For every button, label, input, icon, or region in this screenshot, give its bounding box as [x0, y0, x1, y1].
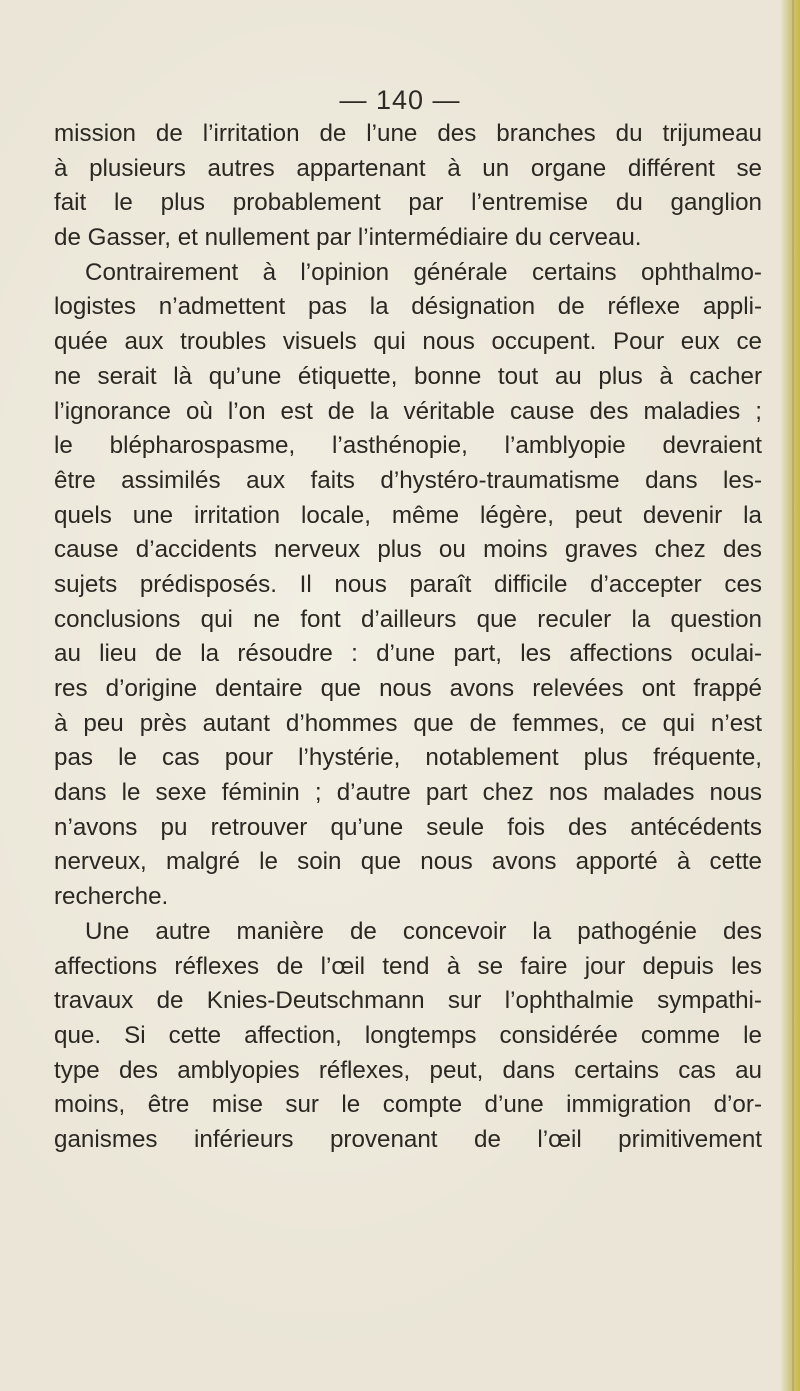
text-line: cause d’accidents nerveux plus ou moins graves chez des — [54, 536, 762, 564]
text-line: nerveux, malgré le soin que nous avons apporté à cette — [54, 848, 762, 876]
text-line: quels une irritation locale, même légère, peut devenir la — [54, 501, 762, 529]
text-line: res d’origine dentaire que nous avons relevées ont frappé — [54, 675, 762, 702]
text-line: moins, être mise sur le compte d’une immigration d’or- — [54, 1091, 762, 1119]
text-line: ganismes inférieurs provenant de l’œil primitivement — [54, 1125, 762, 1153]
page-edge-shadow — [780, 0, 800, 1391]
text-line: pas le cas pour l’hystérie, notablement plus fréquente, — [54, 744, 762, 772]
text-line: logistes n’admettent pas la désignation de réflexe appli- — [54, 293, 762, 321]
text-line: le blépharospasme, l’asthénopie, l’amblyopie devraient — [54, 432, 762, 460]
text-line: sujets prédisposés. Il nous paraît difficile d’accepter ces — [54, 570, 762, 598]
text-line: au lieu de la résoudre : d’une part, les affections oculai- — [54, 640, 762, 668]
text-line: dans le sexe féminin ; d’autre part chez nos malades nous — [54, 779, 762, 807]
text-line: ne serait là qu’une étiquette, bonne tout au plus à cacher — [54, 362, 762, 390]
text-line: à peu près autant d’hommes que de femmes, ce qui n’est — [54, 709, 762, 737]
body-text — [54, 117, 762, 1158]
text-line: n’avons pu retrouver qu’une seule fois des antécédents — [54, 813, 762, 841]
text-line: Une autre manière de concevoir la pathogénie des — [85, 917, 762, 945]
text-line: quée aux troubles visuels qui nous occupent. Pour eux ce — [54, 328, 762, 356]
text-line: recherche. — [54, 883, 169, 911]
text-line: mission de l’irritation de l’une des branches du trijumeau — [54, 120, 762, 147]
text-line: que. Si cette affection, longtemps considérée comme le — [54, 1021, 762, 1049]
page-number-header: — 140 — — [339, 85, 461, 115]
text-line: affections réflexes de l’œil tend à se faire jour depuis les — [54, 952, 762, 980]
text-line: conclusions qui ne font d’ailleurs que reculer la question — [54, 605, 762, 633]
text-line: à plusieurs autres appartenant à un organe différent se — [54, 154, 762, 182]
text-line: travaux de Knies-Deutschmann sur l’ophthalmie sympathi- — [54, 987, 762, 1015]
text-line: fait le plus probablement par l’entremise du ganglion — [54, 189, 762, 217]
text-line: l’ignorance où l’on est de la véritable cause des maladies ; — [54, 397, 762, 425]
text-line: être assimilés aux faits d’hystéro-traumatisme dans les- — [54, 466, 762, 494]
text-line: de Gasser, et nullement par l’intermédiaire du cerveau. — [54, 224, 642, 252]
text-line: type des amblyopies réflexes, peut, dans certains cas au — [54, 1056, 762, 1084]
page-edge-line — [792, 0, 794, 1391]
text-line: Contrairement à l’opinion générale certains ophthalmo- — [85, 258, 762, 286]
